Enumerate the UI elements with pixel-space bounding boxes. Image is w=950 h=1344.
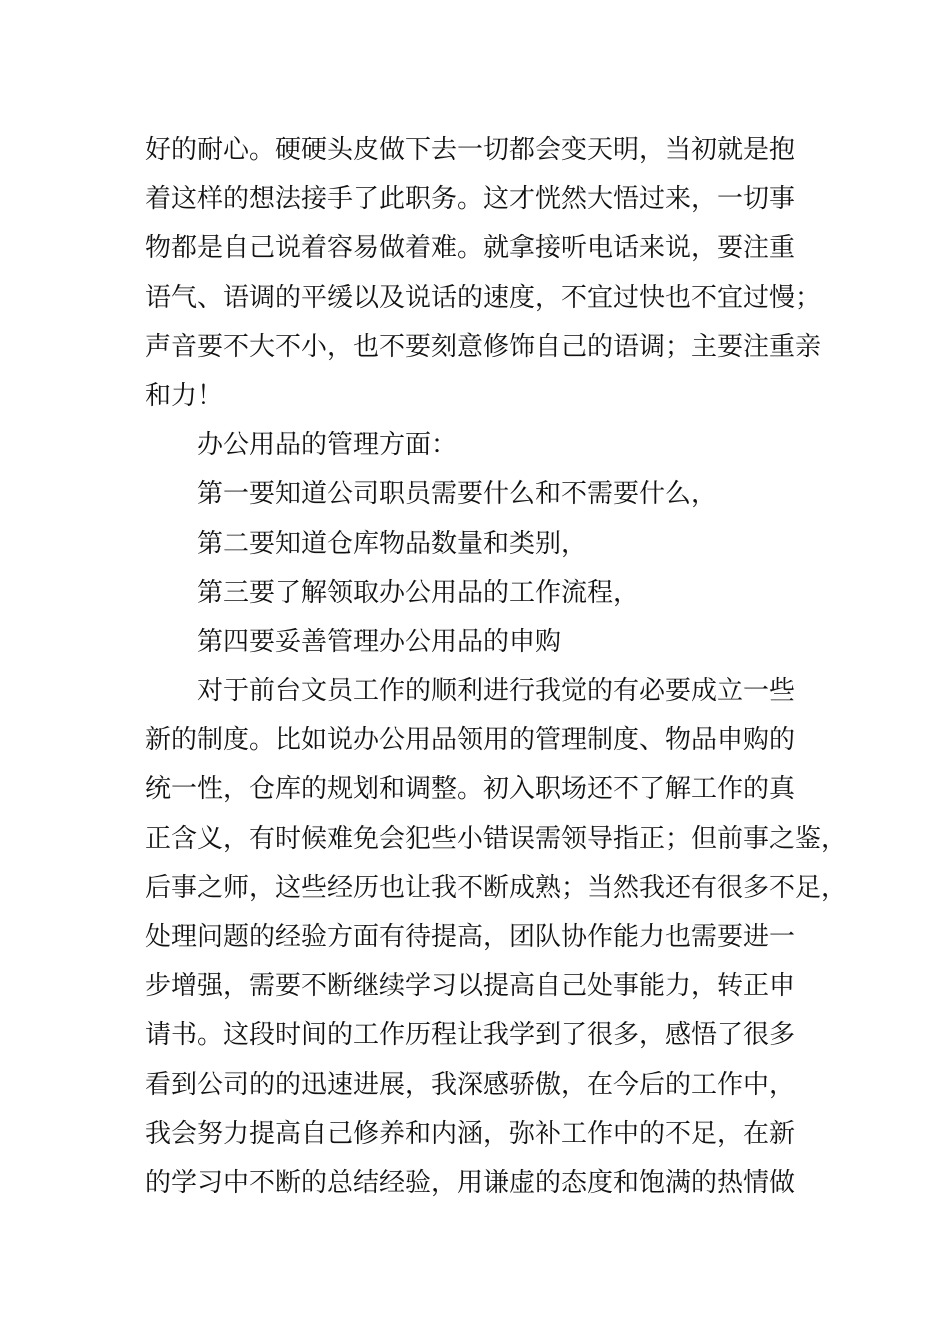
text-line: 看到公司的的迅速进展，我深感骄傲，在今后的工作中， (145, 1069, 796, 1100)
text-line: 统一性，仓库的规划和调整。初入职场还不了解工作的真 (145, 774, 796, 805)
text-line: 的学习中不断的总结经验，用谦虚的态度和饱满的热情做 (145, 1167, 796, 1198)
text-line: 步增强，需要不断继续学习以提高自己处事能力，转正申 (145, 971, 796, 1002)
text-line: 物都是自己说着容易做着难。就拿接听电话来说，要注重 (145, 233, 796, 264)
list-item: 第三要了解领取办公用品的工作流程， (197, 577, 640, 608)
section-heading: 办公用品的管理方面： (197, 430, 458, 461)
text-line: 语气、语调的平缓以及说话的速度，不宜过快也不宜过慢； (145, 282, 822, 313)
text-line: 请书。这段时间的工作历程让我学到了很多，感悟了很多 (145, 1020, 796, 1051)
list-item: 第一要知道公司职员需要什么和不需要什么， (197, 479, 718, 510)
list-item: 第四要妥善管理办公用品的申购 (197, 626, 562, 657)
text-line: 处理问题的经验方面有待提高，团队协作能力也需要进一 (145, 922, 796, 952)
text-line: 着这样的想法接手了此职务。这才恍然大悟过来，一切事 (145, 184, 796, 215)
body-text (145, 126, 848, 1208)
list-item: 第二要知道仓库物品数量和类别， (197, 528, 588, 559)
text-line: 我会努力提高自己修养和内涵，弥补工作中的不足，在新 (145, 1118, 796, 1149)
text-line: 声音要不大不小，也不要刻意修饰自己的语调；主要注重亲 (145, 331, 822, 362)
text-line: 好的耐心。硬硬头皮做下去一切都会变天明，当初就是抱 (145, 135, 796, 165)
text-line: 新的制度。比如说办公用品领用的管理制度、物品申购的 (145, 725, 796, 756)
text-line: 正含义，有时候难免会犯些小错误需领导指正；但前事之鉴， (145, 823, 848, 854)
text-line: 和力！ (145, 380, 224, 411)
text-line: 对于前台文员工作的顺利进行我觉的有必要成立一些 (197, 676, 796, 707)
text-line: 后事之师，这些经历也让我不断成熟；当然我还有很多不足， (145, 872, 848, 903)
